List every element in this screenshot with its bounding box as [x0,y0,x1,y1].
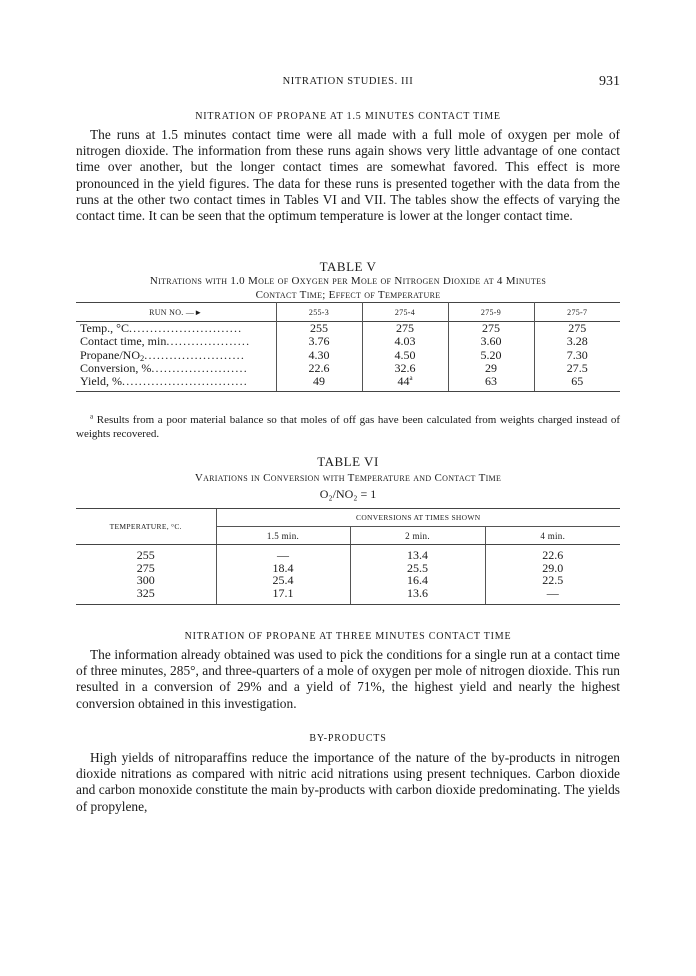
temperature-cell: 325 [76,587,216,605]
table-cell: 275 [362,322,448,336]
running-head [76,76,620,92]
table-cell: — [216,545,350,562]
table-cell: 65 [534,375,620,392]
table-5-caption [76,275,620,302]
table-5-footnote [76,414,620,441]
table-cell: 49 [276,375,362,392]
run-number: 275-9 [448,303,534,322]
table-cell: 32.6 [362,362,448,375]
footnote-marker: a [409,374,413,383]
table-cell: 275 [448,322,534,336]
temperature-cell: 275 [136,560,155,575]
conversions-header: CONVERSIONS AT TIMES SHOWN [216,509,620,527]
section-heading-1-5-minutes: NITRATION OF PROPANE AT 1.5 MINUTES CONTACT TIME [195,111,501,122]
table-cell: 17.1 [216,587,350,605]
table-cell [362,375,448,392]
table-6-ratio: O₂/NO₂ = 1 [319,487,377,501]
table-cell: 4.03 [362,335,448,348]
table-row [76,587,620,605]
temperature-cell: 255 [136,548,155,562]
row-label-text: Propane/NO [80,348,140,362]
table-cell: 13.4 [350,545,485,562]
footnote-marker: a [90,412,94,421]
row-label: Temp., °C........................... [80,321,243,335]
table-cell: 18.4 [216,562,350,575]
table-row [76,545,620,562]
table-cell: 255 [276,322,362,336]
table-cell: 13.6 [350,587,485,605]
page-number: 931 [599,74,620,89]
row-label: Propane/$NO_2$........................ [80,348,246,362]
table-cell: 275 [534,322,620,336]
table-cell: 63 [448,375,534,392]
table-cell: 22.6 [276,362,362,375]
section-heading-three-minutes: NITRATION OF PROPANE AT THREE MINUTES CONTACT TIME [184,631,512,642]
table-row [76,322,620,336]
table-cell-value: 44 [397,374,410,389]
table-5-header-row [76,303,620,322]
table-cell: 3.28 [534,335,620,348]
table-cell: 5.20 [448,349,534,362]
paragraph-three-minutes: The information already obtained was used to pick the conditions for a single run at a contact time of three minutes, 285°, and three-quarters of a mole of oxygen per mole of nitrogen dioxide. This run resulted in a conversion of 29% and a yield of 71%, the highest yield and nearly the highest conversion obtained in this investigation. [76,647,620,711]
row-label-subscript: 2 [140,352,145,362]
table-cell: — [485,587,620,605]
table-6-label: TABLE VI [317,454,379,469]
run-number-header: RUN NO. —► [149,307,203,317]
running-title: NITRATION STUDIES. III [282,76,414,87]
table-cell: 27.5 [534,362,620,375]
table-6-group-header-row [76,509,620,527]
paragraph-by-products: High yields of nitroparaffins reduce the importance of the nature of the by-products in nitrogen dioxide nitrations as compared with nitric acid nitrations using present techniques. Carbon dioxide and carbon monoxide constitute the main by-products with carbon dioxide predominating. The yields of propylene, [76,750,620,814]
row-label-text: Contact time, min [80,335,167,349]
temperature-cell: 300 [136,573,155,588]
table-row [76,375,620,392]
table-cell: 3.60 [448,335,534,348]
table-cell: 4.30 [276,349,362,362]
table-cell: 16.4 [350,574,485,587]
table-row [76,335,620,348]
time-header: 1.5 min. [216,527,350,545]
run-number: 275-7 [534,303,620,322]
table-row [76,349,620,362]
table-row [76,574,620,587]
temperature-header: TEMPERATURE, °C. [76,509,216,545]
table-cell: 22.6 [485,545,620,562]
paragraph-1-5-minutes: The runs at 1.5 minutes contact time were all made with a full mole of oxygen per mole of nitrogen dioxide. The information from these runs again shows very little advantage of one contact time over another, but the longer contact times are somewhat favored. This effect is more pronounced in the yield figures. The data for these runs is presented together with the data from the runs at the other two contact times in Tables VI and VII. The tables show the effects of varying the contact time. It can be seen that the optimum temperature is lower at the longer contact time. [76,127,620,224]
table-cell: 22.5 [485,574,620,587]
row-label-text: Conversion, % [80,361,152,375]
table-6-caption: Variations in Conversion with Temperature and Contact Time [194,472,502,484]
run-number: 255-3 [276,303,362,322]
section-heading-by-products: BY-PRODUCTS [309,733,387,744]
row-label: Yield, %.............................. [76,375,276,392]
row-label: Contact time, min.................... [80,335,251,349]
table-cell: 29.0 [485,562,620,575]
run-number: 275-4 [362,303,448,322]
row-label: Conversion, %....................... [80,361,248,375]
table-5-caption-line-1: Nitrations with 1.0 Mole of Oxygen per Mole of Nitrogen Dioxide at 4 Minutes [149,275,547,287]
row-label-text: Temp., °C [80,321,129,335]
time-header: 4 min. [485,527,620,545]
row-label-text: Yield, % [80,375,122,389]
table-cell: 25.5 [350,562,485,575]
table-cell: 25.4 [216,574,350,587]
footnote-text: Results from a poor material balance so that moles of off gas have been calculated from weights charged instead of weights recovered. [76,414,620,440]
table-6 [76,508,620,605]
table-row [76,362,620,375]
time-header: 2 min. [350,527,485,545]
table-cell: 3.76 [276,335,362,348]
table-5-label: TABLE V [319,259,377,274]
table-5-caption-line-2: Contact Time; Effect of Temperature [255,288,441,301]
table-cell: 7.30 [534,349,620,362]
table-row [76,562,620,575]
table-5 [76,302,620,392]
table-cell: 4.50 [362,349,448,362]
table-cell: 29 [448,362,534,375]
